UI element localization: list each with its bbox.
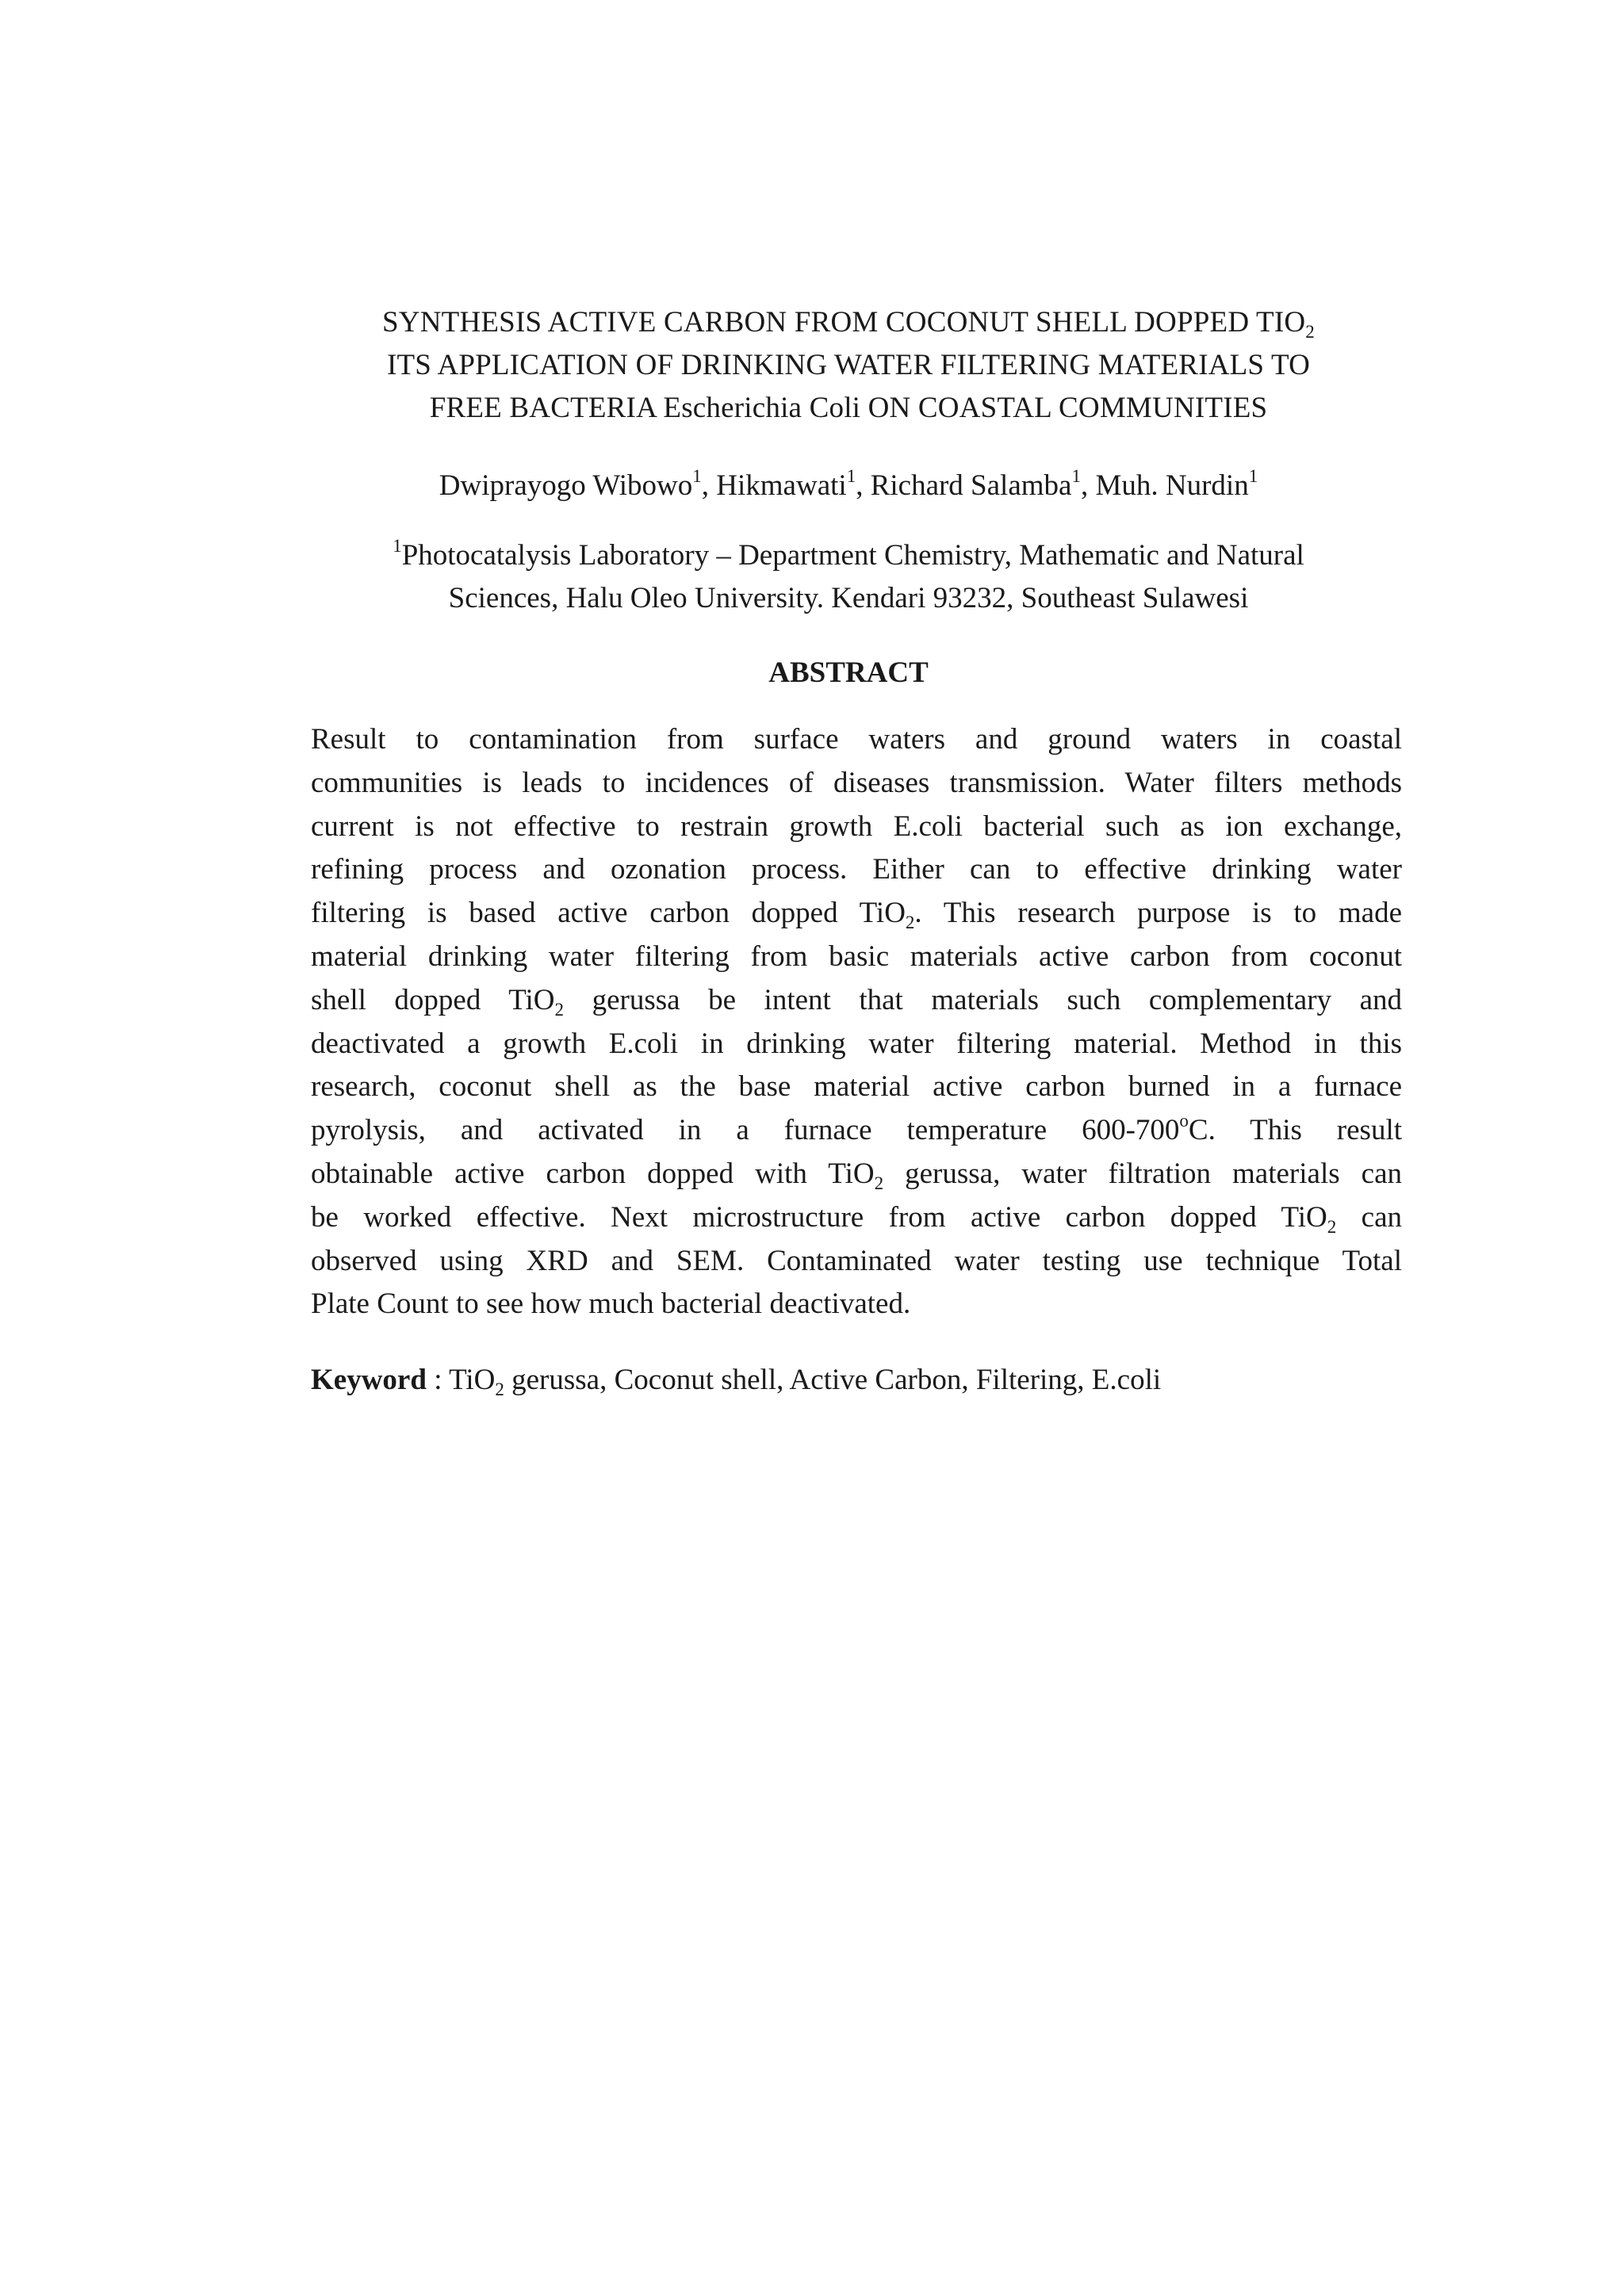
abstract-text: refining process and ozonation process. Either can to effective drinking water — [311, 853, 1402, 886]
abstract-line — [311, 1283, 1402, 1326]
abstract-text: current is not effective to restrain growth E.coli bacterial such as ion exchange, — [311, 809, 1402, 843]
abstract-body — [311, 718, 1402, 1326]
subscript: 2 — [1327, 1216, 1337, 1237]
author — [870, 466, 1096, 502]
abstract-text: obtainable active carbon dopped with TiO — [311, 1157, 875, 1190]
author-affiliation-marker: 1 — [692, 466, 702, 486]
keywords-label: Keyword — [311, 1364, 427, 1396]
author-separator: , — [701, 469, 717, 502]
abstract-text: research, coconut shell as the base material active carbon burned in a furnace — [311, 1070, 1402, 1104]
keywords-first-main: TiO — [449, 1364, 496, 1396]
keywords-rest: gerussa, Coconut shell, Active Carbon, Filtering, E.coli — [504, 1364, 1162, 1396]
keywords — [311, 1359, 1402, 1402]
abstract-text: gerussa be intent that materials such complementary and — [564, 983, 1402, 1016]
abstract-text: Plate Count to see how much bacterial deactivated. — [311, 1288, 911, 1321]
author-separator: , — [856, 469, 871, 502]
abstract-text: . This research purpose is to made — [914, 897, 1402, 930]
author — [716, 466, 871, 502]
abstract-text: material drinking water filtering from basic materials active carbon from coconut — [311, 939, 1402, 973]
subscript: 2 — [905, 913, 915, 933]
abstract-line — [311, 936, 1402, 979]
author-name: Hikmawati — [716, 469, 847, 502]
abstract-text: C. This result — [1188, 1114, 1403, 1147]
author-list — [301, 465, 1396, 507]
author-name: Muh. Nurdin — [1095, 469, 1249, 502]
author-affiliation-marker: 1 — [846, 466, 856, 486]
paper-title — [301, 301, 1396, 430]
abstract-text: gerussa, water filtration materials can — [883, 1157, 1403, 1190]
title-line-3: FREE BACTERIA Escherichia Coli ON COASTAL COMMUNITIES — [429, 392, 1268, 424]
title-subscript: 2 — [1305, 322, 1315, 342]
abstract-line — [311, 762, 1402, 806]
title-line-1 — [301, 301, 1396, 344]
abstract-text: observed using XRD and SEM. Contaminated water testing use technique Total — [311, 1244, 1402, 1277]
subscript: 2 — [874, 1173, 884, 1193]
author-affiliation-marker: 1 — [1248, 466, 1258, 486]
superscript: o — [1179, 1111, 1189, 1131]
affiliation-marker: 1 — [393, 536, 402, 556]
abstract-line — [311, 848, 1402, 892]
abstract-line — [311, 892, 1402, 936]
abstract-line — [311, 1196, 1402, 1240]
abstract-line — [311, 1153, 1402, 1196]
author-name: Dwiprayogo Wibowo — [439, 469, 693, 502]
title-line-2: ITS APPLICATION OF DRINKING WATER FILTERING MATERIALS TO — [386, 349, 1311, 381]
abstract-line — [311, 718, 1402, 762]
affiliation-line-1-text: Photocatalysis Laboratory – Department Chemistry, Mathematic and Natural — [401, 539, 1304, 572]
abstract-line — [311, 1023, 1402, 1066]
abstract-text: deactivated a growth E.coli in drinking water filtering material. Method in this — [311, 1027, 1402, 1060]
author-affiliation-marker: 1 — [1071, 466, 1081, 486]
abstract-line — [311, 979, 1402, 1023]
abstract-line — [311, 1240, 1402, 1284]
abstract-text: can — [1336, 1200, 1402, 1234]
abstract-text: pyrolysis, and activated in a furnace temperature 600-700 — [311, 1114, 1180, 1147]
affiliation-line-2: Sciences, Halu Oleo University. Kendari 93232, Southeast Sulawesi — [448, 582, 1249, 614]
abstract-text: filtering is based active carbon dopped TiO — [311, 897, 906, 930]
keywords-first-subscript: 2 — [495, 1380, 504, 1399]
author-separator: , — [1080, 469, 1096, 502]
abstract-text: shell dopped TiO — [311, 983, 555, 1016]
subscript: 2 — [554, 999, 565, 1020]
abstract-text: Result to contamination from surface waters and ground waters in coastal — [311, 723, 1402, 756]
abstract-text: be worked effective. Next microstructure from active carbon dopped TiO — [311, 1200, 1327, 1234]
author — [439, 466, 717, 502]
abstract-heading: ABSTRACT — [768, 656, 929, 689]
abstract-line — [311, 806, 1402, 849]
keywords-separator: : — [426, 1364, 450, 1396]
title-line-1-text: SYNTHESIS ACTIVE CARBON FROM COCONUT SHELL DOPPED TIO — [382, 306, 1306, 339]
abstract-text: communities is leads to incidences of diseases transmission. Water filters methods — [311, 766, 1402, 799]
affiliation — [301, 534, 1396, 620]
author-name: Richard Salamba — [870, 469, 1072, 502]
abstract-line — [311, 1066, 1402, 1109]
author — [1095, 466, 1258, 502]
affiliation-line-1 — [301, 534, 1396, 577]
abstract-line — [311, 1109, 1402, 1153]
